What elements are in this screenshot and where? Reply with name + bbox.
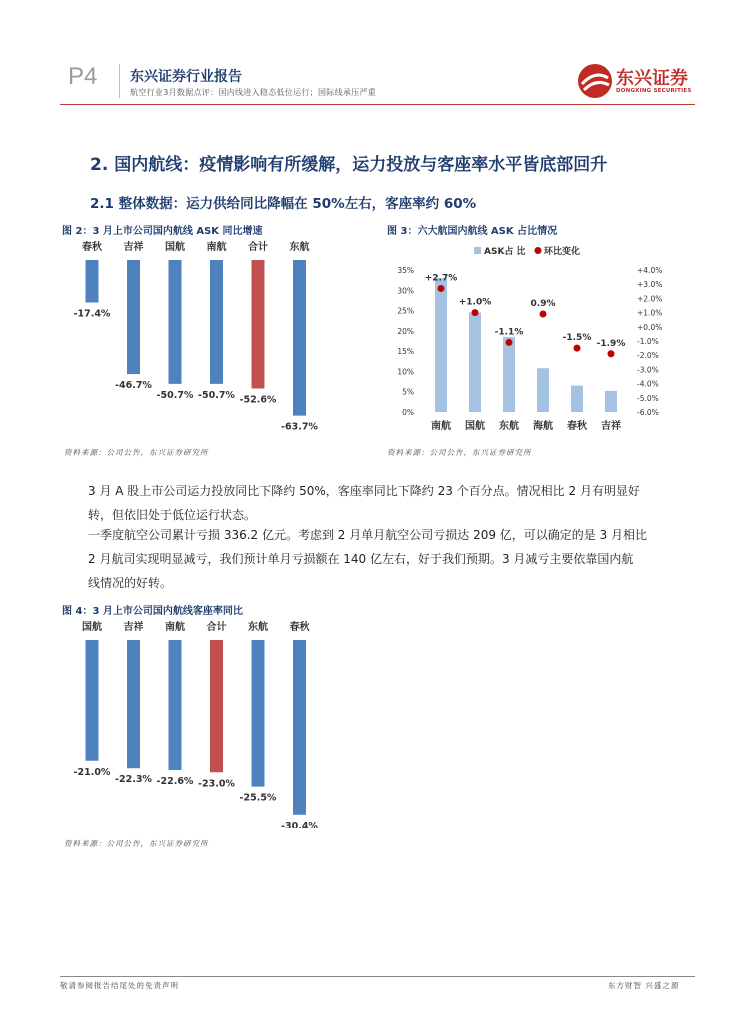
change-label: -1.5% <box>562 333 592 344</box>
right-tick-label: -4.0% <box>637 379 659 389</box>
category-label: 国航 <box>82 622 102 633</box>
right-tick-label: -1.0% <box>637 337 659 346</box>
change-label: +2.7% <box>424 273 458 284</box>
change-label: +1.0% <box>458 297 492 308</box>
category-label: 吉祥 <box>601 421 621 432</box>
data-label: -50.7% <box>198 389 235 401</box>
category-label: 吉祥 <box>123 622 144 633</box>
bar <box>169 640 182 770</box>
footer-disclaimer: 敬请参阅报告结尾处的免责声明 <box>60 981 179 990</box>
paragraph-1 <box>88 479 708 527</box>
bar <box>86 640 99 761</box>
data-label: -23.0% <box>198 778 235 790</box>
data-label: -22.6% <box>156 775 194 787</box>
category-label: 春秋 <box>289 622 310 633</box>
fig2-chart <box>62 236 362 436</box>
right-tick-label: +0.0% <box>637 322 663 332</box>
category-label: 南航 <box>165 622 185 633</box>
paragraph-2 <box>88 523 708 595</box>
bar <box>293 640 306 815</box>
legend-label: 环比变化 <box>544 247 581 257</box>
category-label: 海航 <box>533 421 553 432</box>
change-label: 0.9% <box>530 299 556 310</box>
paragraph-1-line-2: 转，但依旧处于低位运行状态。 <box>88 508 257 522</box>
paragraph-2-line-1: 一季度航空公司累计亏损 336.2 亿元。考虑到 2 月单月航空公司亏损达 209 亿，可以确定的是 3 月相比 <box>88 528 648 542</box>
data-label: -25.5% <box>239 792 277 804</box>
category-label: 东航 <box>248 622 268 633</box>
legend-label: ASK占 比 <box>484 247 526 257</box>
subsection-heading: 2.1 整体数据：运力供给同比降幅在 50%左右，客座率约 60% <box>90 196 477 212</box>
data-label: -17.4% <box>73 308 111 320</box>
category-label: 春秋 <box>567 421 587 432</box>
category-label: 春秋 <box>82 242 102 253</box>
data-label: -63.7% <box>281 421 318 433</box>
left-tick-label: 15% <box>397 347 414 357</box>
fig3-title: 图 3：六大航国内航线 ASK 占比情况 <box>387 226 558 237</box>
change-dot <box>540 311 547 318</box>
bar <box>210 260 223 384</box>
left-tick-label: 30% <box>397 286 414 296</box>
right-tick-label: -5.0% <box>637 393 659 403</box>
left-tick-label: 25% <box>397 306 414 316</box>
change-label: -1.9% <box>596 338 626 349</box>
page-number: P4 <box>68 63 98 90</box>
bar <box>169 260 182 384</box>
left-tick-label: 10% <box>397 367 414 377</box>
header-rule <box>60 104 695 105</box>
bar <box>86 260 99 303</box>
fig4-source: 资料来源：公司公告，东兴证券研究所 <box>64 839 209 848</box>
change-dot <box>506 339 513 346</box>
footer-rule <box>60 976 695 977</box>
category-label: 合计 <box>206 622 227 633</box>
legend-swatch-dot <box>535 247 542 254</box>
data-label: -30.4% <box>281 820 318 828</box>
category-label: 东航 <box>499 421 519 432</box>
bar <box>252 640 265 787</box>
category-label: 合计 <box>248 242 268 253</box>
footer-slogan: 东方财智 兴盛之源 <box>608 981 680 990</box>
change-dot <box>574 345 581 352</box>
paragraph-2-line-3: 线情况的好转。 <box>88 576 173 590</box>
report-title: 东兴证券行业报告 <box>130 69 242 85</box>
share-bar <box>537 368 549 412</box>
data-label: -21.0% <box>73 766 111 778</box>
legend-swatch-bar <box>474 247 481 254</box>
right-tick-label: +1.0% <box>637 308 663 318</box>
share-bar <box>469 313 481 412</box>
left-tick-label: 35% <box>397 266 414 275</box>
paragraph-1-line-1: 3 月 A 股上市公司运力投放同比下降约 50%，客座率同比下降约 23 个百分点。情况相比 2 月有明显好 <box>88 484 640 498</box>
change-dot <box>472 309 479 316</box>
fig3-chart <box>386 236 704 441</box>
right-tick-label: +3.0% <box>637 280 663 290</box>
category-label: 国航 <box>165 242 185 253</box>
data-label: -46.7% <box>115 380 152 392</box>
share-bar <box>605 391 617 412</box>
fig4-chart <box>62 616 362 828</box>
fig3-source: 资料来源：公司公告，东兴证券研究所 <box>387 448 532 457</box>
change-dot <box>438 285 445 292</box>
right-tick-label: -3.0% <box>637 365 659 375</box>
share-bar <box>503 337 515 412</box>
fig4-title: 图 4：3 月上市公司国内航线客座率同比 <box>62 606 243 617</box>
data-label: -50.7% <box>156 389 194 401</box>
header-divider <box>119 64 120 98</box>
category-label: 南航 <box>431 421 451 432</box>
report-subtitle: 航空行业3月数据点评：国内线进入稳态低位运行；国际线承压严重 <box>130 88 377 97</box>
change-label: -1.1% <box>494 327 524 338</box>
share-bar <box>435 278 447 412</box>
data-label: -52.6% <box>239 394 277 406</box>
category-label: 东航 <box>289 242 310 253</box>
paragraph-2-line-2: 2 月航司实现明显减亏，我们预计单月亏损额在 140 亿左右，好于我们预期。3 月减亏主要依靠国内航 <box>88 552 634 566</box>
left-tick-label: 5% <box>402 387 414 397</box>
bar <box>293 260 306 416</box>
category-label: 国航 <box>465 421 485 432</box>
left-tick-label: 20% <box>397 326 414 336</box>
bar <box>252 260 265 388</box>
data-label: -22.3% <box>115 774 152 786</box>
bar <box>210 640 223 772</box>
left-tick-label: 0% <box>402 408 414 417</box>
right-tick-label: +2.0% <box>637 294 663 304</box>
share-bar <box>571 386 583 412</box>
bar <box>127 640 140 768</box>
right-tick-label: -6.0% <box>637 408 659 417</box>
category-label: 吉祥 <box>123 242 144 253</box>
logo-english: DONGXING SECURITIES <box>616 88 692 94</box>
section-heading: 2. 国内航线：疫情影响有所缓解，运力投放与客座率水平皆底部回升 <box>90 155 608 175</box>
fig2-title: 图 2：3 月上市公司国内航线 ASK 同比增速 <box>62 226 263 237</box>
change-dot <box>608 350 615 357</box>
category-label: 南航 <box>206 242 227 253</box>
right-tick-label: -2.0% <box>637 351 659 361</box>
fig2-source: 资料来源：公司公告，东兴证券研究所 <box>64 448 209 457</box>
right-tick-label: +4.0% <box>637 266 663 275</box>
bar <box>127 260 140 374</box>
logo-text: 东兴证券 <box>616 68 688 89</box>
